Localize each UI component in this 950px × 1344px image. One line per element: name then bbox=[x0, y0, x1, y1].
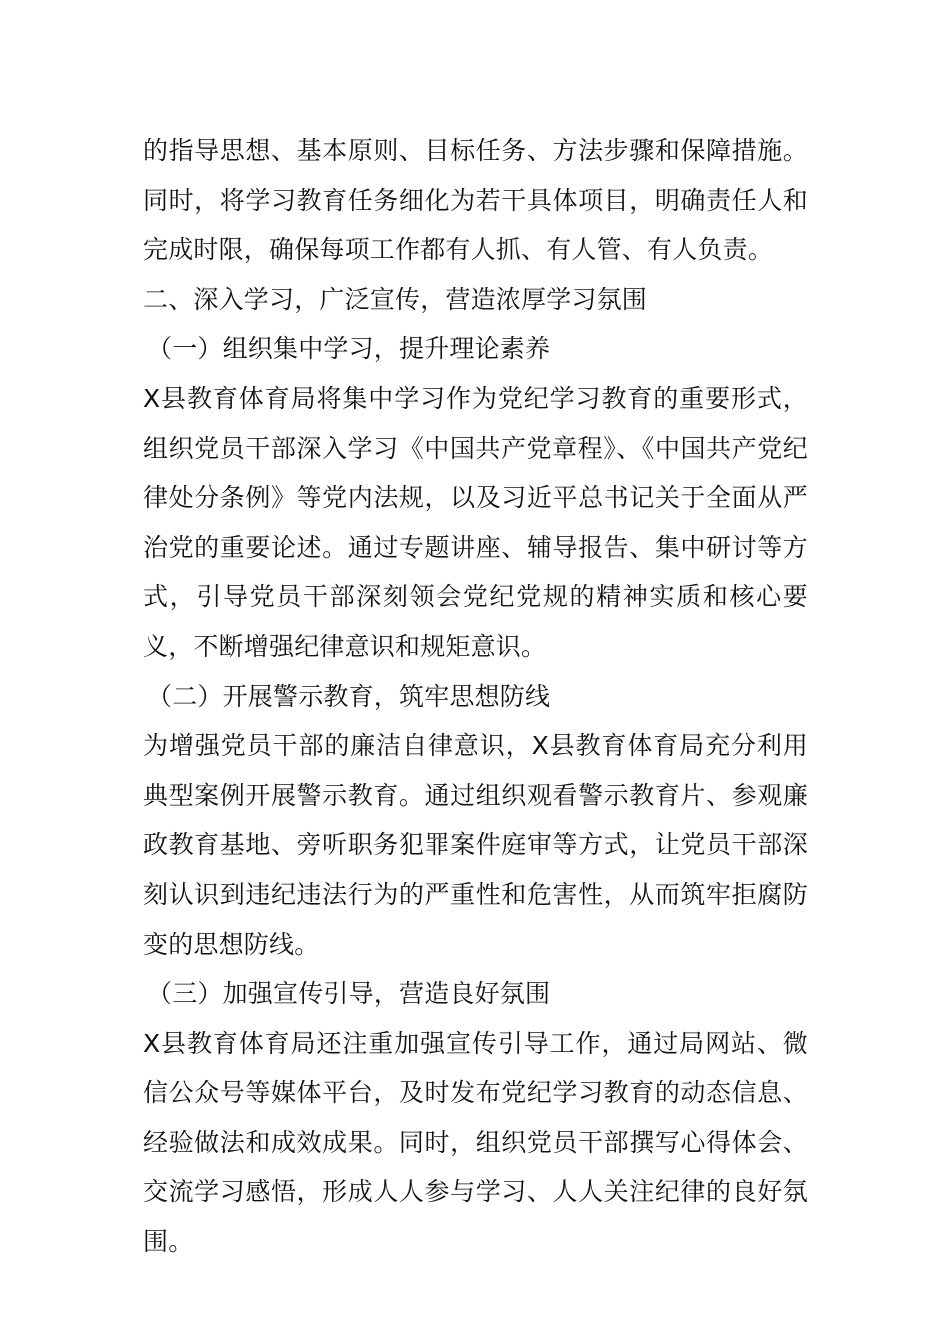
paragraph-intro-continuation: 的指导思想、基本原则、目标任务、方法步骤和保障措施。同时，将学习教育任务细化为若干具体项目，明确责任人和完成时限，确保每项工作都有人抓、有人管、有人负责。 bbox=[143, 136, 808, 265]
subsection-heading-2: （二）开展警示教育，筑牢思想防线 bbox=[147, 681, 551, 711]
subsection-heading-3: （三）加强宣传引导，营造良好氛围 bbox=[147, 979, 551, 1009]
paragraph-concentrated-study: X县教育体育局将集中学习作为党纪学习教育的重要形式，组织党员干部深入学习《中国共产党章程》、《中国共产党纪律处分条例》等党内法规，以及习近平总书记关于全面从严治党的重要论述。通过专题讲座、辅导报告、集中研讨等方式，引导党员干部深刻领会党纪党规的精神实质和核心要义，不断增强纪律意识和规矩意识。 bbox=[143, 383, 808, 661]
document-body bbox=[143, 126, 808, 1267]
section-heading-2: 二、深入学习，广泛宣传，营造浓厚学习氛围 bbox=[143, 284, 648, 314]
paragraph-warning-education: 为增强党员干部的廉洁自律意识，X县教育体育局充分利用典型案例开展警示教育。通过组织观看警示教育片、参观廉政教育基地、旁听职务犯罪案件庭审等方式，让党员干部深刻认识到违纪违法行为的严重性和危害性，从而筑牢拒腐防变的思想防线。 bbox=[143, 731, 808, 959]
subsection-heading-1: （一）组织集中学习，提升理论素养 bbox=[147, 334, 551, 364]
paragraph-publicity: X县教育体育局还注重加强宣传引导工作，通过局网站、微信公众号等媒体平台，及时发布党纪学习教育的动态信息、经验做法和成效成果。同时，组织党员干部撰写心得体会、交流学习感悟，形成人人参与学习、人人关注纪律的良好氛围。 bbox=[143, 1028, 808, 1257]
